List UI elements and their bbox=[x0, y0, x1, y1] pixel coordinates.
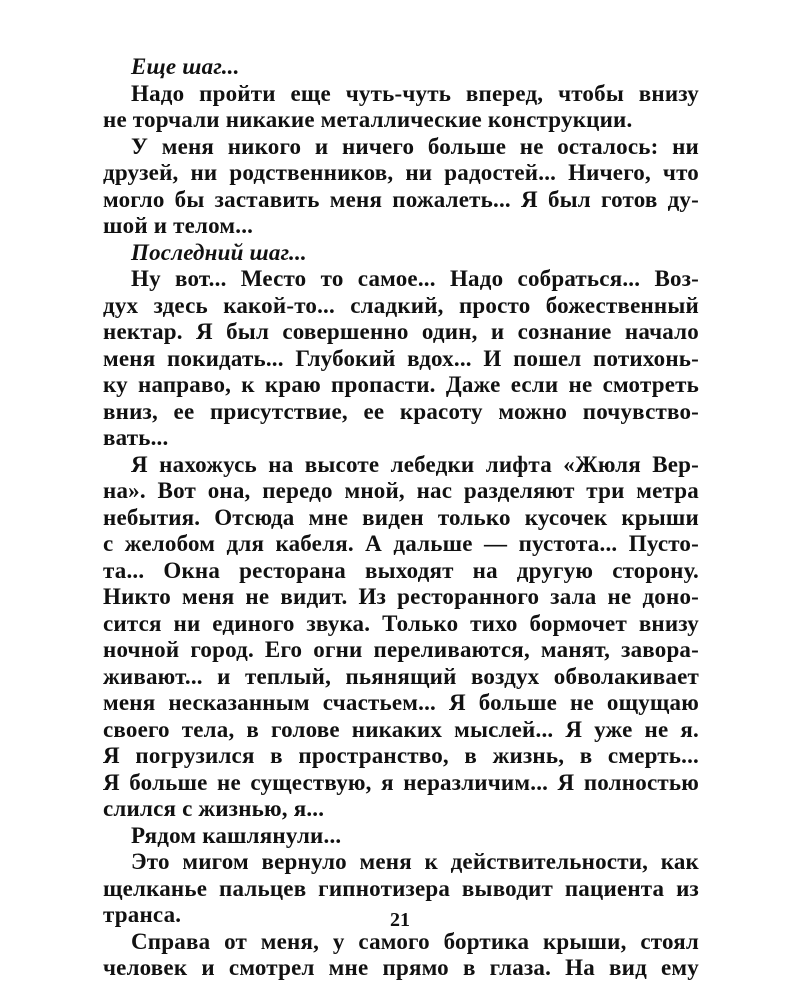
text-line: живают... и теплый, пьянящий воздух обволакивает bbox=[103, 663, 699, 689]
text-line: Я больше не существую, я неразличим... Я полностью bbox=[103, 769, 699, 795]
text-line: сится ни единого звука. Только тихо бормочет внизу bbox=[103, 610, 699, 636]
text-line: Рядом кашлянули... bbox=[131, 822, 342, 848]
text-line: небытия. Отсюда мне виден только кусочек крыши bbox=[103, 504, 699, 530]
text-line: дух здесь какой-то... сладкий, просто божественный bbox=[103, 292, 699, 318]
text-line: щелканье пальцев гипнотизера выводит пациента из bbox=[103, 875, 699, 901]
text-line: шой и телом... bbox=[103, 213, 254, 238]
text-line: ку направо, к краю пропасти. Даже если не смотреть bbox=[103, 372, 699, 397]
text-line: та... Окна ресторана выходят на другую сторону. bbox=[103, 557, 699, 583]
text-line: Ну вот... Место то самое... Надо собраться... Воз- bbox=[131, 266, 699, 291]
text-line: меня покидать... Глубокий вдох... И пошел потихонь- bbox=[103, 345, 699, 371]
text-line: человек и смотрел мне прямо в глаза. На вид ему bbox=[103, 955, 699, 980]
text-line: Я погрузился в пространство, в жизнь, в смерть... bbox=[103, 743, 699, 768]
page-number: 21 bbox=[390, 909, 410, 931]
text-line: своего тела, в голове никаких мыслей... Я уже не я. bbox=[103, 716, 699, 742]
text-line: Это мигом вернуло меня к действительности, как bbox=[131, 849, 699, 874]
text-line: Никто меня не видит. Из ресторанного зала не доно- bbox=[103, 584, 699, 609]
text-line: на». Вот она, передо мной, нас разделяют три метра bbox=[103, 478, 699, 503]
text-line: друзей, ни родственников, ни радостей... Ничего, что bbox=[103, 160, 699, 185]
text-line: вниз, ее присутствие, ее красоту можно почувство- bbox=[103, 398, 699, 424]
text-line: Последний шаг... bbox=[131, 239, 307, 265]
text-line: ночной город. Его огни переливаются, манят, завора- bbox=[103, 637, 699, 662]
text-line: меня несказанным счастьем... Я больше не ощущаю bbox=[103, 690, 699, 715]
text-line: Справа от меня, у самого бортика крыши, стоял bbox=[131, 928, 699, 954]
text-line: с желобом для кабеля. А дальше — пустота... Пусто- bbox=[103, 531, 699, 556]
text-line: нектар. Я был совершенно один, и сознание начало bbox=[103, 319, 699, 344]
text-line: транса. bbox=[103, 902, 182, 927]
text-line: Еще шаг... bbox=[131, 54, 240, 79]
text-line: У меня никого и ничего больше не осталось: ни bbox=[131, 133, 699, 159]
text-line: не торчали никакие металлические конструкции. bbox=[103, 107, 633, 132]
text-line: Я нахожусь на высоте лебедки лифта «Жюля Вер- bbox=[131, 451, 699, 477]
page-text bbox=[103, 54, 699, 982]
text-line: могло бы заставить меня пожалеть... Я был готов ду- bbox=[103, 186, 699, 212]
text-line: Надо пройти еще чуть-чуть вперед, чтобы внизу bbox=[131, 80, 699, 106]
text-line: вать... bbox=[103, 425, 169, 450]
text-line: слился с жизнью, я... bbox=[103, 796, 325, 821]
